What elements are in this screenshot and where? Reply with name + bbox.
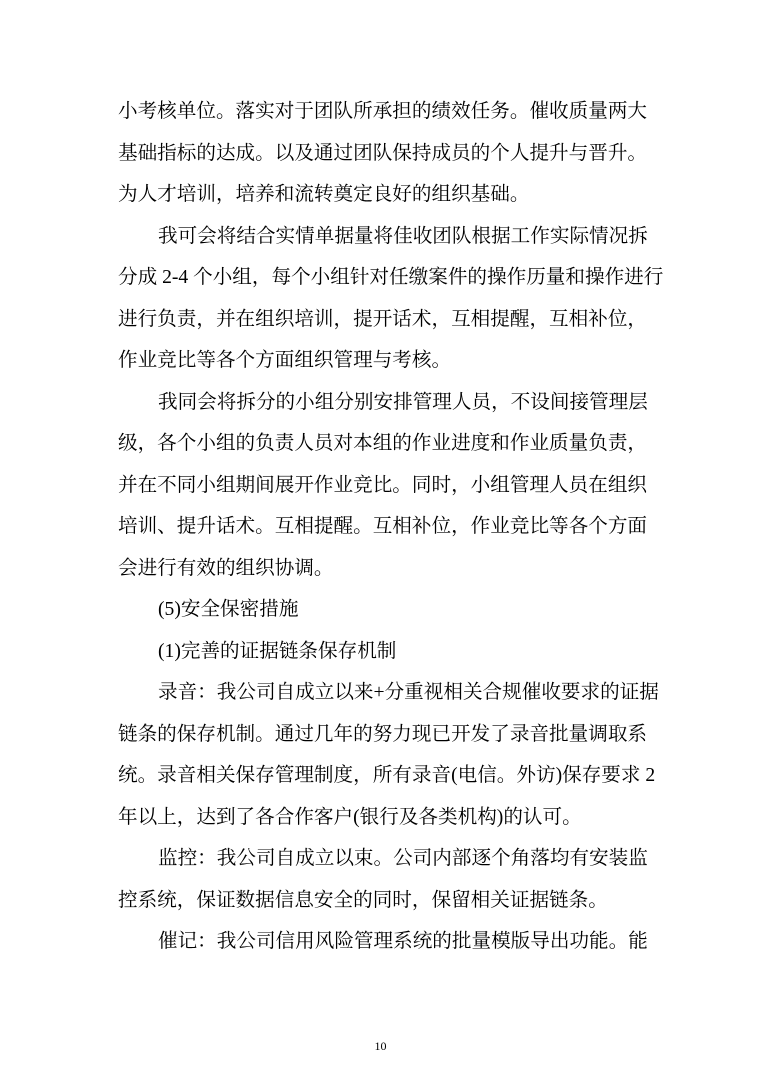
text-line: 进行负责，并在组织培训，提开话术，互相提醒，互相补位， (118, 308, 648, 330)
text-line: 统。录音相关保存管理制度，所有录音(电信。外访)保存要求 2 (118, 765, 656, 786)
text-line: 作业竞比等各个方面组织管理与考核。 (118, 350, 452, 371)
text-line: 基础指标的达成。以及通过团队保持成员的个人提升与晋升。 (118, 142, 648, 164)
section-heading: (5)安全保密措施 (158, 599, 299, 620)
paragraph-start-line: 催记：我公司信用风险管理系统的批量模版导出功能。能 (158, 931, 648, 952)
text-line: 级，各个小组的负责人员对本组的作业进度和作业质量负责， (118, 433, 648, 454)
document-body (118, 91, 664, 963)
text-line: 链条的保存机制。通过几年的努力现已开发了录音批量调取系 (118, 723, 648, 745)
text-line: 会进行有效的组织协调。 (118, 557, 334, 579)
subsection-heading: (1)完善的证据链条保存机制 (158, 640, 397, 662)
text-line: 小考核单位。落实对于团队所承担的绩效任务。催收质量两大 (118, 101, 648, 122)
paragraph-start-line: 我可会将结合实情单据量将佳收团队根据工作实际情况拆 (158, 225, 648, 247)
text-line: 培训、提升话术。互相提醒。互相补位，作业竞比等各个方面 (118, 516, 648, 537)
text-line: 并在不同小组期间展开作业竞比。同时，小组管理人员在组织 (118, 474, 648, 496)
text-line: 为人才培训，培养和流转奠定良好的组织基础。 (118, 184, 530, 205)
page-number: 10 (374, 1039, 387, 1053)
text-line: 控系统，保证数据信息安全的同时，保留相关证据链条。 (118, 889, 608, 911)
paragraph-start-line: 我同会将拆分的小组分别安排管理人员，不设间接管理层 (158, 391, 648, 413)
paragraph-start-line: 监控：我公司自成立以束。公司内部逐个角落均有安装监 (158, 848, 648, 869)
text-line: 分成 2-4 个小组，每个小组针对任缴案件的操作历量和操作进行 (118, 267, 664, 288)
paragraph-start-line: 录音：我公司自成立以来+分重视相关合规催收要求的证据 (158, 682, 659, 703)
text-line: 年以上，达到了各合作客户(银行及各类机构)的认可。 (118, 806, 582, 828)
